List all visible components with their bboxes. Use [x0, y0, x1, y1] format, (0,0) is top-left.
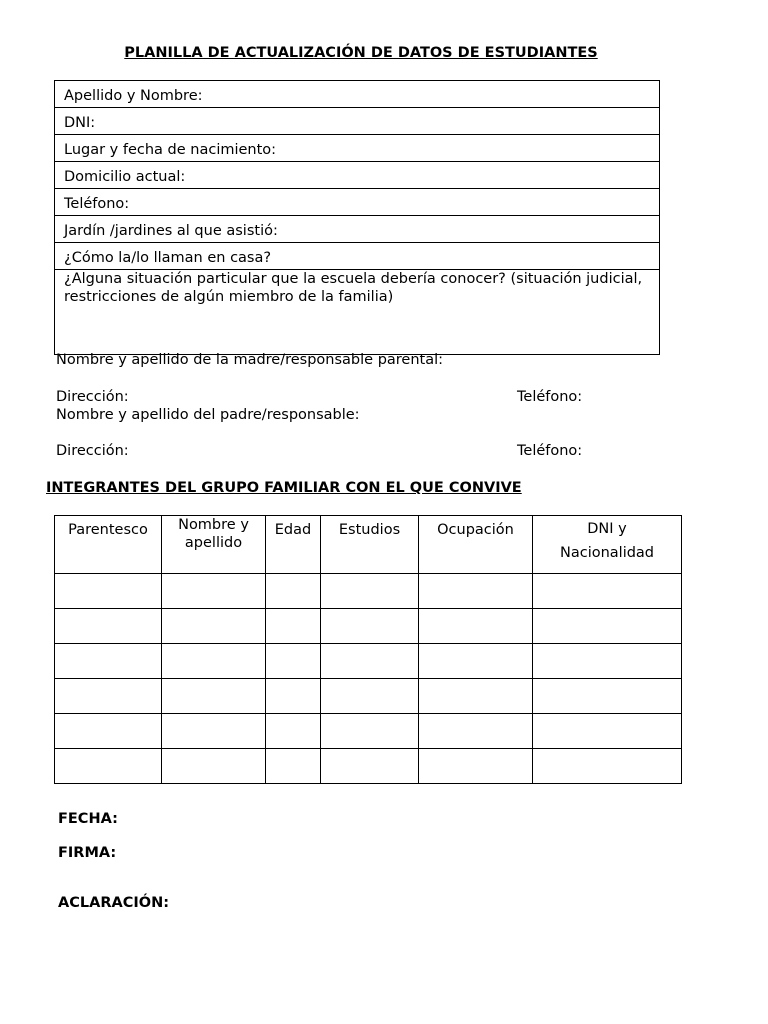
field-birth-place-date[interactable]: Lugar y fecha de nacimiento:: [55, 135, 659, 162]
table-cell[interactable]: [533, 574, 682, 609]
table-row: [55, 609, 682, 644]
table-cell[interactable]: [419, 714, 533, 749]
table-cell[interactable]: [419, 574, 533, 609]
table-cell[interactable]: [419, 644, 533, 679]
table-cell[interactable]: [533, 679, 682, 714]
field-full-name[interactable]: Apellido y Nombre:: [55, 81, 659, 108]
table-cell[interactable]: [533, 749, 682, 784]
family-table-body: [55, 574, 682, 784]
table-cell[interactable]: [55, 644, 162, 679]
father-name-label[interactable]: Nombre y apellido del padre/responsable:: [56, 407, 360, 423]
table-cell[interactable]: [321, 574, 419, 609]
table-row: [55, 749, 682, 784]
table-cell[interactable]: [419, 609, 533, 644]
table-cell[interactable]: [266, 644, 321, 679]
mother-phone-label[interactable]: Teléfono:: [517, 389, 583, 405]
signature-label[interactable]: FIRMA:: [58, 845, 117, 861]
table-cell[interactable]: [533, 644, 682, 679]
table-cell[interactable]: [321, 609, 419, 644]
header-name: Nombre y apellido: [162, 516, 266, 574]
table-cell[interactable]: [162, 644, 266, 679]
table-cell[interactable]: [419, 749, 533, 784]
table-cell[interactable]: [162, 749, 266, 784]
field-kindergarten[interactable]: Jardín /jardines al que asistió:: [55, 216, 659, 243]
field-special-situation[interactable]: ¿Alguna situación particular que la escuela debería conocer? (situación judicial, restricciones de algún miembro de la familia): [64, 271, 643, 305]
table-cell[interactable]: [162, 679, 266, 714]
table-cell[interactable]: [162, 574, 266, 609]
student-data-box: [54, 80, 660, 355]
table-cell[interactable]: [533, 714, 682, 749]
header-dni-nationality: DNI y Nacionalidad: [533, 516, 682, 574]
family-members-table: [54, 515, 682, 784]
header-relationship: Parentesco: [55, 516, 162, 574]
field-dni[interactable]: DNI:: [55, 108, 659, 135]
date-label[interactable]: FECHA:: [58, 811, 118, 827]
header-age: Edad: [266, 516, 321, 574]
table-header-row: [55, 516, 682, 574]
table-row: [55, 679, 682, 714]
table-cell[interactable]: [266, 749, 321, 784]
table-cell[interactable]: [162, 714, 266, 749]
header-studies: Estudios: [321, 516, 419, 574]
table-cell[interactable]: [266, 679, 321, 714]
table-cell[interactable]: [266, 609, 321, 644]
table-cell[interactable]: [321, 644, 419, 679]
table-cell[interactable]: [266, 574, 321, 609]
field-address[interactable]: Domicilio actual:: [55, 162, 659, 189]
table-cell[interactable]: [55, 714, 162, 749]
table-cell[interactable]: [419, 679, 533, 714]
table-cell[interactable]: [162, 609, 266, 644]
table-cell[interactable]: [55, 574, 162, 609]
table-cell[interactable]: [55, 609, 162, 644]
header-occupation: Ocupación: [419, 516, 533, 574]
table-cell[interactable]: [266, 714, 321, 749]
clarification-label[interactable]: ACLARACIÓN:: [58, 895, 170, 911]
table-cell[interactable]: [533, 609, 682, 644]
father-phone-label[interactable]: Teléfono:: [517, 443, 583, 459]
table-cell[interactable]: [321, 749, 419, 784]
table-cell[interactable]: [321, 679, 419, 714]
field-nickname[interactable]: ¿Cómo la/lo llaman en casa?: [55, 243, 659, 270]
table-cell[interactable]: [55, 679, 162, 714]
table-row: [55, 574, 682, 609]
table-row: [55, 644, 682, 679]
mother-name-label[interactable]: Nombre y apellido de la madre/responsable parental:: [56, 352, 444, 368]
table-row: [55, 714, 682, 749]
field-phone[interactable]: Teléfono:: [55, 189, 659, 216]
mother-address-label[interactable]: Dirección:: [56, 389, 129, 405]
father-address-label[interactable]: Dirección:: [56, 443, 129, 459]
table-cell[interactable]: [55, 749, 162, 784]
form-title: PLANILLA DE ACTUALIZACIÓN DE DATOS DE ESTUDIANTES: [124, 45, 598, 61]
table-cell[interactable]: [321, 714, 419, 749]
family-section-title: INTEGRANTES DEL GRUPO FAMILIAR CON EL QUE CONVIVE: [46, 480, 522, 496]
